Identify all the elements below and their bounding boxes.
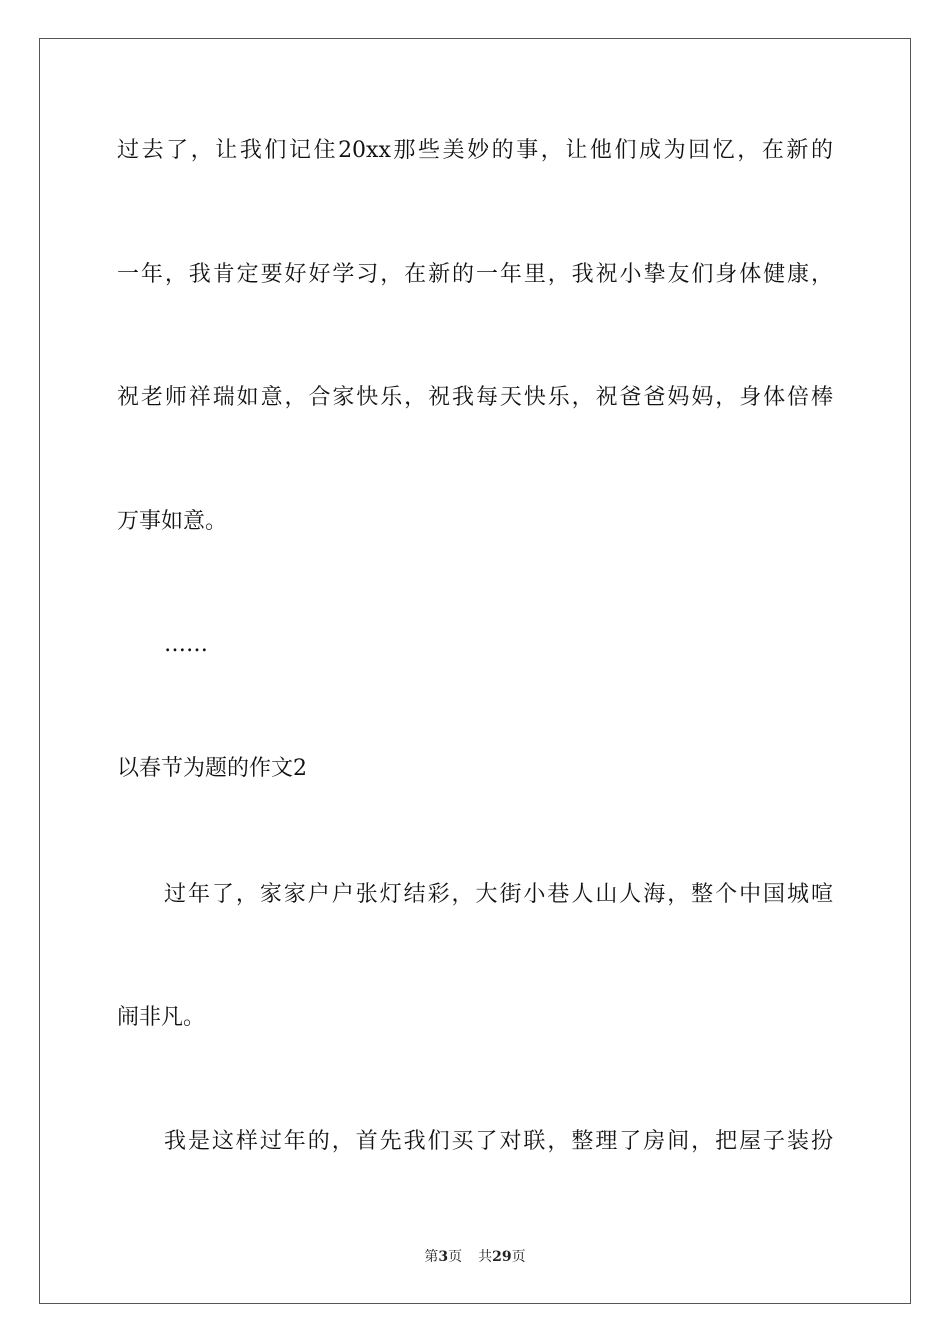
- section-heading: 以春节为题的作文2: [117, 756, 307, 781]
- body-text-line-5: 过年了，家家户户张灯结彩，大街小巷人山人海，整个中国城喧: [164, 882, 833, 907]
- ellipsis-line: ……: [164, 632, 208, 657]
- page-suffix: 页: [448, 1249, 463, 1265]
- page-number: 3: [438, 1249, 449, 1265]
- body-text-line-7: 我是这样过年的，首先我们买了对联，整理了房间，把屋子装扮: [164, 1129, 833, 1154]
- body-text-line-2: 一年，我肯定要好好学习，在新的一年里，我祝小挚友们身体健康，: [117, 262, 833, 287]
- body-text-line-4: 万事如意。: [117, 509, 228, 534]
- total-prefix: 共: [478, 1249, 493, 1265]
- body-text-line-1: 过去了，让我们记住20xx那些美妙的事，让他们成为回忆，在新的: [117, 138, 833, 163]
- body-text-line-3: 祝老师祥瑞如意，合家快乐，祝我每天快乐，祝爸爸妈妈，身体倍棒: [117, 385, 833, 410]
- body-text-line-6: 闹非凡。: [117, 1005, 206, 1030]
- page-prefix: 第: [424, 1249, 439, 1265]
- page-footer: [0, 1247, 950, 1267]
- total-pages: 29: [492, 1249, 512, 1265]
- total-suffix: 页: [511, 1249, 526, 1265]
- page-border: [39, 38, 911, 1304]
